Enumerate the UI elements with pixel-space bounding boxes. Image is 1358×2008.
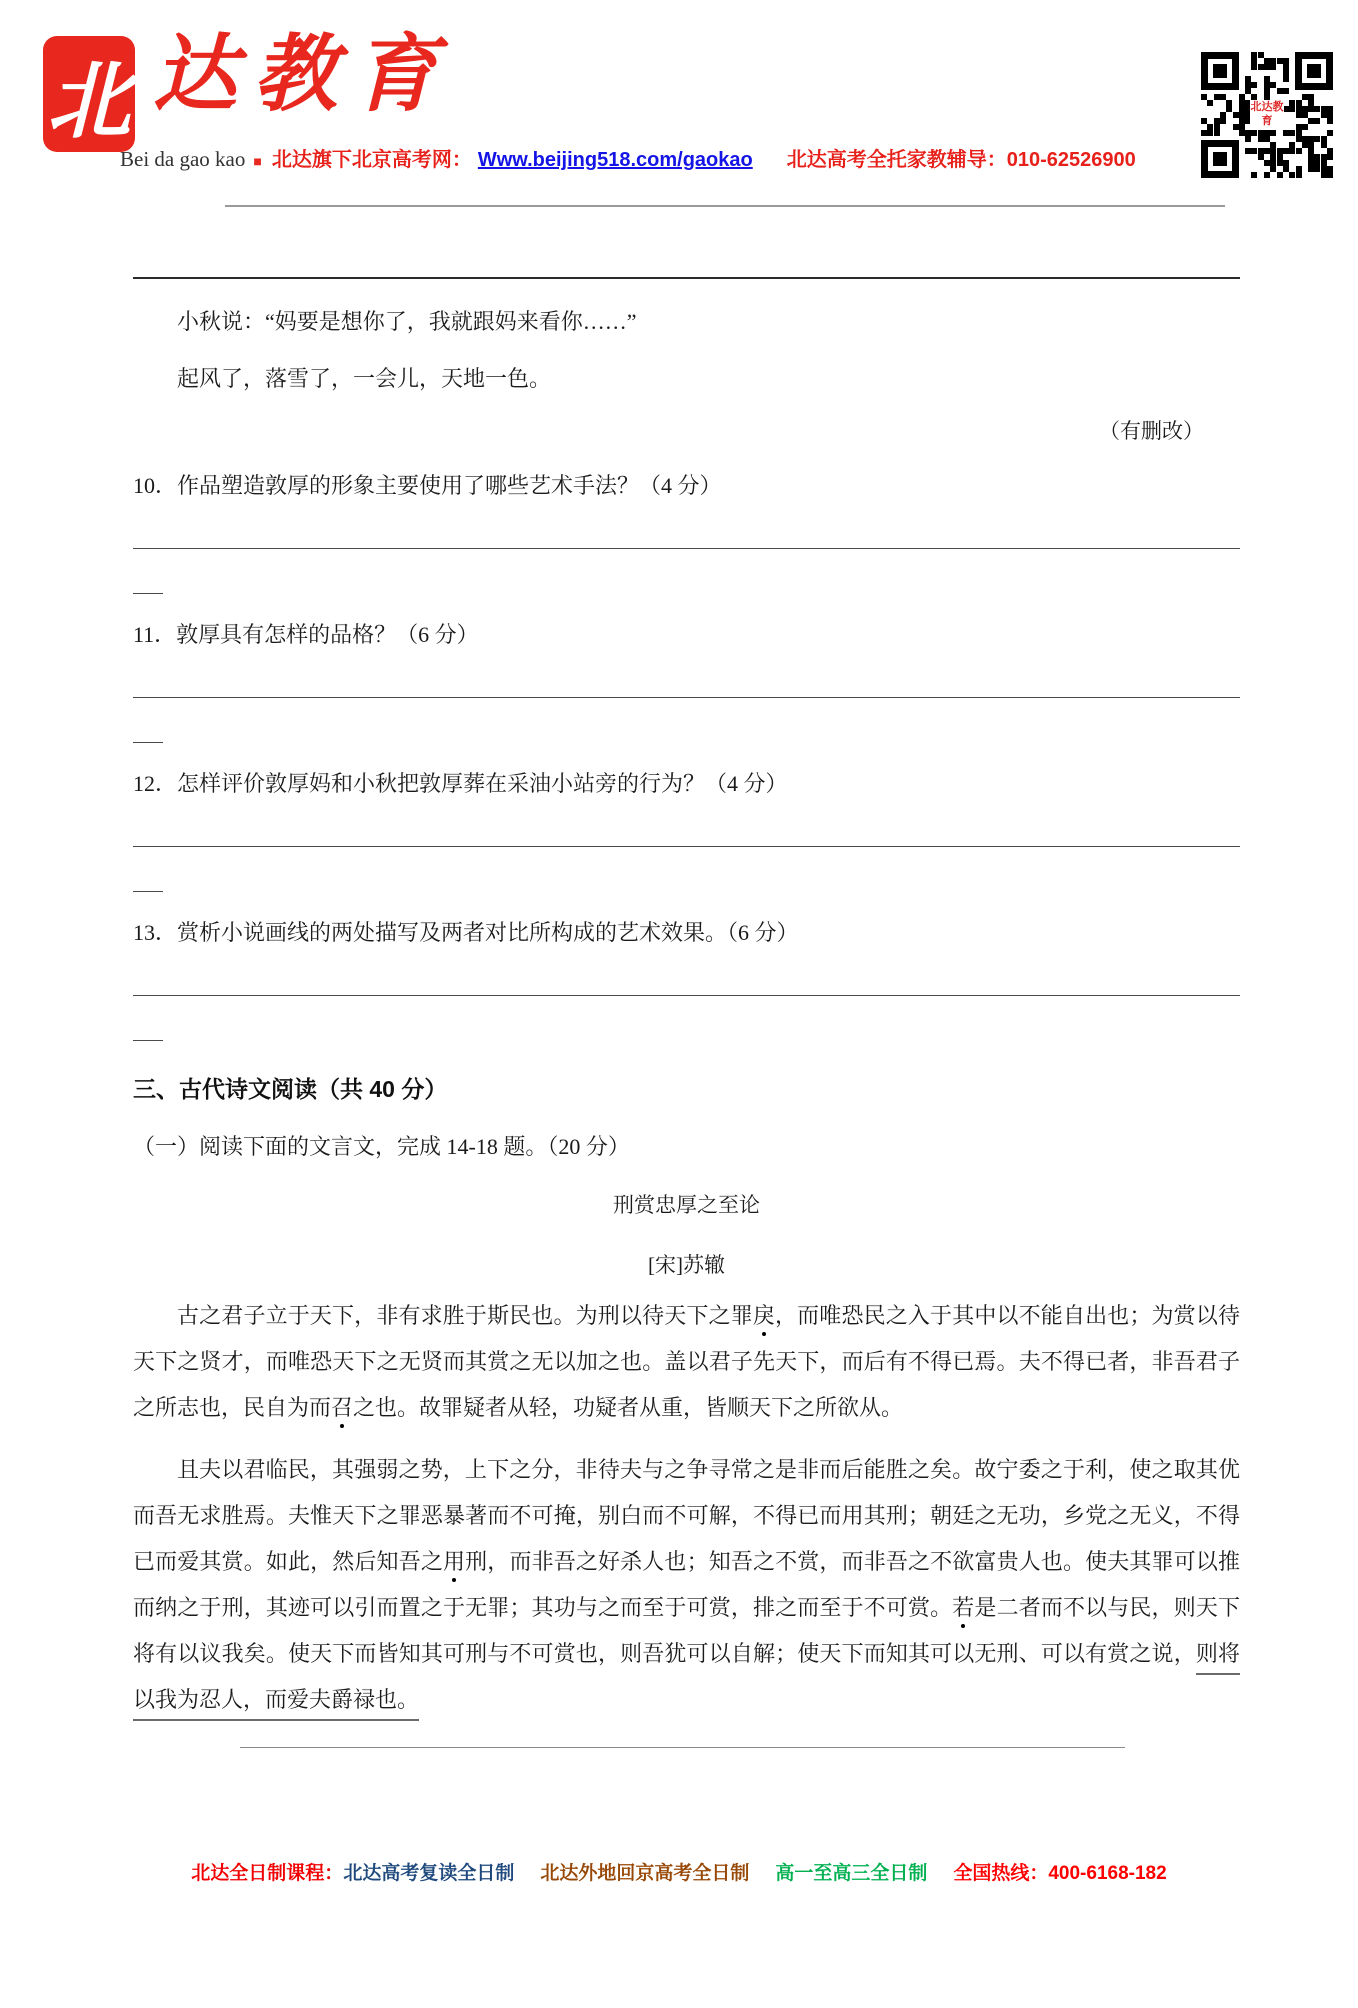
question-11: 11．敦厚具有怎样的品格？（6 分）	[133, 622, 479, 647]
passage-paragraph-1	[133, 1293, 1240, 1431]
section-heading: 三、古代诗文阅读（共 40 分）	[133, 1076, 448, 1102]
brand-name: 达教育	[153, 29, 454, 122]
footer-course-2: 北达外地回京高考全日制	[540, 1863, 750, 1884]
hotline-label: 北达高考全托家教辅导：	[786, 149, 1007, 171]
passage-text-segment: 是二者而不以与民，则天下将有以议我矣。使天下而皆知其可刑与不可赏也，则吾犹可以自解；使天下而知其可以无刑、可以有赏之说，	[133, 1595, 1240, 1666]
site-link[interactable]: Www.beijing518.com/gaokao	[477, 149, 753, 171]
site-label: 北达旗下北京高考网：	[271, 149, 472, 171]
answer-blank-line	[133, 500, 1240, 549]
qr-code	[1201, 52, 1333, 178]
brand-subtitle: Bei da gao kao	[120, 147, 246, 171]
footer-course-1: 北达高考复读全日制	[343, 1863, 515, 1884]
passage-text-segment: 古之君子立于天下，非有求胜于斯民也。为刑以待天下之罪	[177, 1303, 753, 1328]
emphasized-char: 召	[331, 1395, 354, 1420]
question-10: 10．作品塑造敦厚的形象主要使用了哪些艺术手法？（4 分）	[133, 473, 722, 498]
hotline-number: 010-62526900	[1006, 149, 1136, 171]
emphasized-char: 用	[443, 1549, 466, 1574]
emphasized-char: 戾	[752, 1303, 776, 1328]
passage-author: [宋]苏辙	[648, 1253, 725, 1277]
section-part1-intro: （一）阅读下面的文言文，完成 14-18 题。（20 分）	[133, 1134, 630, 1159]
content-top-divider	[133, 277, 1240, 279]
page-header	[45, 29, 1328, 173]
passage-text-segment: ，而唯恐民之入于其中以不能自出也；为赏以待天下之贤才，而唯恐天下之无贤而其赏之无以加之也。盖以君子先天下，而后有不得已焉。夫不得已者，非吾君子之所志也，民自为而	[133, 1303, 1240, 1420]
footer-label: 北达全日制课程：	[191, 1863, 344, 1884]
answer-blank-stub	[133, 698, 163, 743]
header-divider	[225, 205, 1225, 207]
answer-blank-line	[133, 649, 1240, 698]
document-body	[133, 277, 1240, 1723]
story-quote-line: 小秋说：“妈要是想你了，我就跟妈来看你……”	[177, 309, 637, 334]
answer-blank-stub	[133, 996, 163, 1041]
underlined-passage-segment: 则将以我为忍人，而爱夫爵禄也。	[133, 1641, 1240, 1721]
bullet-icon: ■	[253, 155, 262, 170]
bottom-divider	[240, 1747, 1125, 1748]
passage-title: 刑赏忠厚之至论	[613, 1193, 760, 1217]
passage-text-segment: 且夫以君临民，其强弱之势，上下之分，非待夫与之争寻常之是非而后能胜之矣。故宁委之于利，使之取其优而吾无求胜焉。夫惟天下之罪恶暴著而不可掩，别白而不可解，不得已而用其刑；朝廷之无功，乡党之无义，不得已而爱其赏。如此，然后知吾之	[133, 1457, 1240, 1574]
footer-course-3: 高一至高三全日制	[775, 1863, 928, 1884]
question-12: 12．怎样评价敦厚妈和小秋把敦厚葬在采油小站旁的行为？（4 分）	[133, 771, 788, 796]
story-quote-line: 起风了，落雪了，一会儿，天地一色。	[177, 366, 552, 391]
footer-hotline: 全国热线：400-6168-182	[953, 1863, 1167, 1884]
answer-blank-line	[133, 947, 1240, 996]
source-note: （有删改）	[1099, 419, 1204, 443]
question-13: 13．赏析小说画线的两处描写及两者对比所构成的艺术效果。（6 分）	[133, 920, 799, 945]
qr-finder-icon	[1201, 140, 1239, 178]
qr-center-logo: 北达教育	[1250, 100, 1284, 130]
qr-finder-icon	[1295, 52, 1333, 90]
qr-finder-icon	[1201, 52, 1239, 90]
answer-blank-stub	[133, 549, 163, 594]
passage-text-segment: 刑，而非吾之好杀人也；知吾之不赏，而非吾之不欲富贵人也。使夫其罪可以推而纳之于刑，其迹可以引而置之于无罪；其功与之而至于可赏，排之而至于不可赏。	[133, 1549, 1240, 1620]
answer-blank-line	[133, 798, 1240, 847]
passage-text-segment: 之也。故罪疑者从轻，功疑者从重，皆顺天下之所欲从。	[353, 1395, 904, 1420]
page-footer	[0, 1858, 1358, 1885]
brand-logo	[45, 29, 1328, 150]
answer-blank-stub	[133, 847, 163, 892]
emphasized-char: 若	[952, 1595, 975, 1620]
header-tagline	[120, 143, 1136, 172]
passage-paragraph-2	[133, 1447, 1240, 1723]
brand-seal-icon: 北	[45, 38, 133, 150]
